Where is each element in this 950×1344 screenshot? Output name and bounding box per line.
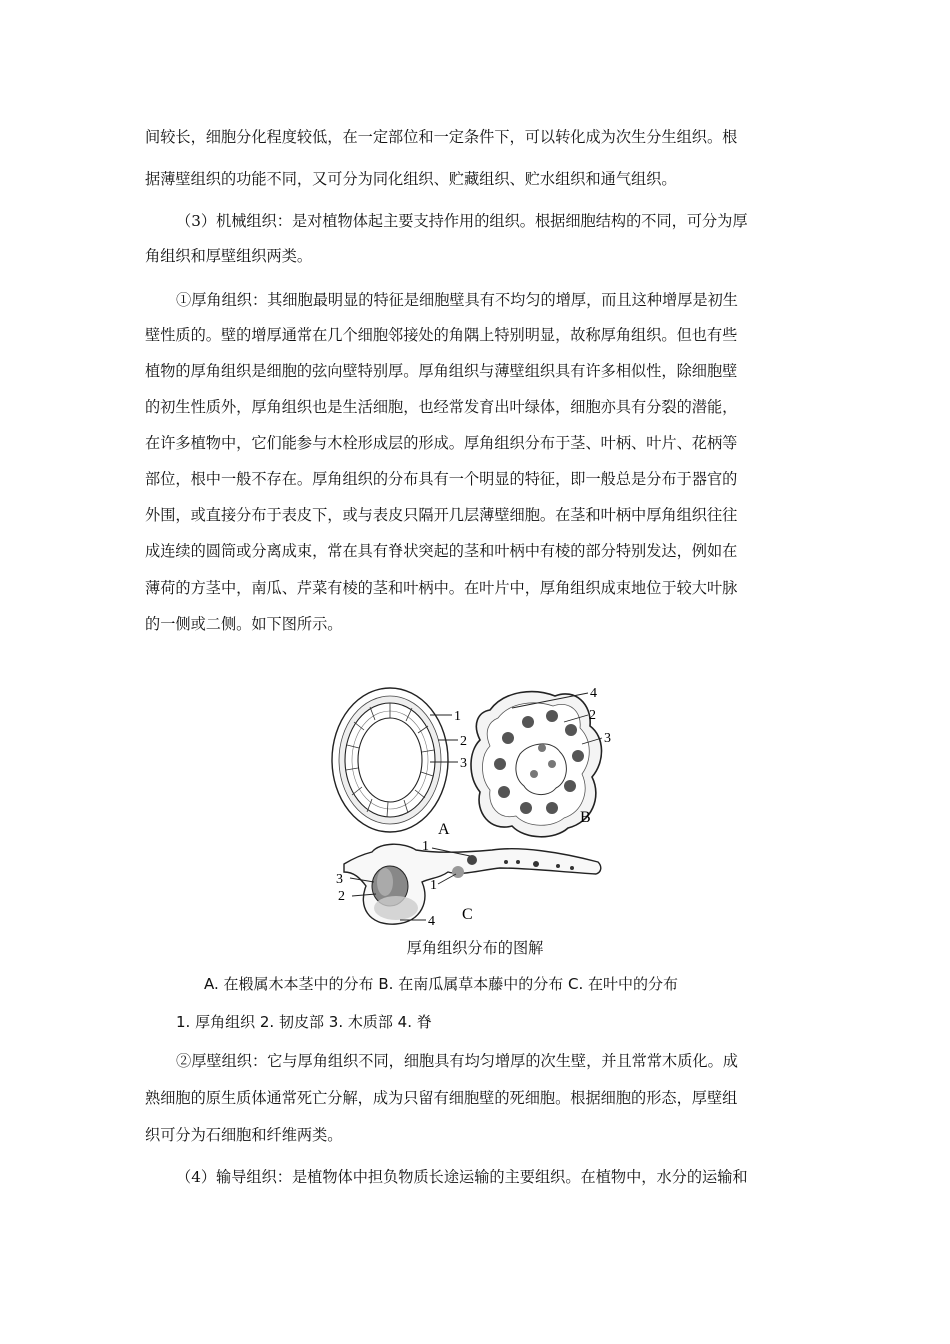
paragraph-line: 角组织和厚壁组织两类。 bbox=[145, 247, 313, 265]
paragraph-line: （3）机械组织：是对植物体起主要支持作用的组织。根据细胞结构的不同，可分为厚 bbox=[176, 212, 748, 230]
legend-text-4: 脊 bbox=[416, 1013, 432, 1031]
paragraph-line: 壁性质的。壁的增厚通常在几个细胞邻接处的角隅上特别明显，故称厚角组织。但也有些 bbox=[145, 326, 738, 344]
paragraph-line: 成连续的圆筒或分离成束，常在具有脊状突起的茎和叶柄中有棱的部分特别发达，例如在 bbox=[145, 542, 738, 560]
label-2: 2 bbox=[460, 734, 467, 749]
paragraph-line: 外围，或直接分布于表皮下，或与表皮只隔开几层薄壁细胞。在茎和叶柄中厚角组织往往 bbox=[145, 506, 738, 524]
note-letter-b: B. bbox=[378, 975, 394, 993]
figure-caption: 厚角组织分布的图解 bbox=[406, 939, 544, 957]
paragraph-line: 据薄壁组织的功能不同，又可分为同化组织、贮藏组织、贮水组织和通气组织。 bbox=[145, 170, 677, 188]
figure-note-parts bbox=[204, 973, 678, 994]
legend-index-3: 3. bbox=[328, 1013, 344, 1031]
label-3: 3 bbox=[460, 756, 467, 771]
paragraph-line: （4）输导组织：是植物体中担负物质长途运输的主要组织。在植物中，水分的运输和 bbox=[176, 1168, 748, 1186]
note-letter-a: A. bbox=[204, 975, 219, 993]
collenchyma-diagram bbox=[330, 682, 630, 930]
label-2: 2 bbox=[338, 889, 345, 904]
paragraph-line: ①厚角组织：其细胞最明显的特征是细胞壁具有不均匀的增厚，而且这种增厚是初生 bbox=[176, 291, 738, 309]
legend-index-1: 1. bbox=[176, 1013, 191, 1031]
note-text-a: 在椴属木本茎中的分布 bbox=[223, 975, 374, 993]
label-1: 1 bbox=[430, 878, 437, 893]
label-c: C bbox=[462, 906, 473, 923]
legend-index-2: 2. bbox=[259, 1013, 275, 1031]
label-3: 3 bbox=[336, 872, 343, 887]
label-2: 2 bbox=[589, 708, 596, 723]
paragraph-line: 的一侧或二侧。如下图所示。 bbox=[145, 615, 343, 633]
legend-index-4: 4. bbox=[397, 1013, 412, 1031]
note-text-c: 在叶中的分布 bbox=[588, 975, 679, 993]
paragraph-line: 薄荷的方茎中，南瓜、芹菜有棱的茎和叶柄中。在叶片中，厚角组织成束地位于较大叶脉 bbox=[145, 579, 738, 597]
paragraph-line: 的初生性质外，厚角组织也是生活细胞，也经常发育出叶绿体，细胞亦具有分裂的潜能， bbox=[145, 398, 738, 416]
paragraph-line: 织可分为石细胞和纤维两类。 bbox=[145, 1126, 343, 1144]
paragraph-line: 在许多植物中，它们能参与木栓形成层的形成。厚角组织分布于茎、叶柄、叶片、花柄等 bbox=[145, 434, 738, 452]
label-b: B bbox=[580, 809, 591, 826]
paragraph-line: 植物的厚角组织是细胞的弦向壁特别厚。厚角组织与薄壁组织具有许多相似性，除细胞壁 bbox=[145, 362, 738, 380]
label-1: 1 bbox=[454, 709, 461, 724]
legend-text-3: 木质部 bbox=[347, 1013, 393, 1031]
figure-note-legend bbox=[176, 1011, 432, 1032]
legend-text-2: 韧皮部 bbox=[278, 1013, 324, 1031]
label-a: A bbox=[438, 821, 450, 838]
paragraph-line: 部位，根中一般不存在。厚角组织的分布具有一个明显的特征，即一般总是分布于器官的 bbox=[145, 470, 738, 488]
note-text-b: 在南瓜属草本藤中的分布 bbox=[398, 975, 564, 993]
label-3: 3 bbox=[604, 731, 611, 746]
label-4: 4 bbox=[590, 686, 597, 701]
note-letter-c: C. bbox=[567, 975, 584, 993]
label-1: 1 bbox=[422, 839, 429, 854]
label-4: 4 bbox=[428, 914, 435, 929]
legend-text-1: 厚角组织 bbox=[195, 1013, 256, 1031]
paragraph-line: 间较长，细胞分化程度较低，在一定部位和一定条件下，可以转化成为次生分生组织。根 bbox=[145, 128, 738, 146]
paragraph-line: 熟细胞的原生质体通常死亡分解，成为只留有细胞壁的死细胞。根据细胞的形态，厚壁组 bbox=[145, 1089, 738, 1107]
diagram-a-stem bbox=[332, 688, 458, 832]
paragraph-line: ②厚壁组织：它与厚角组织不同，细胞具有均匀增厚的次生壁，并且常常木质化。成 bbox=[176, 1052, 738, 1070]
